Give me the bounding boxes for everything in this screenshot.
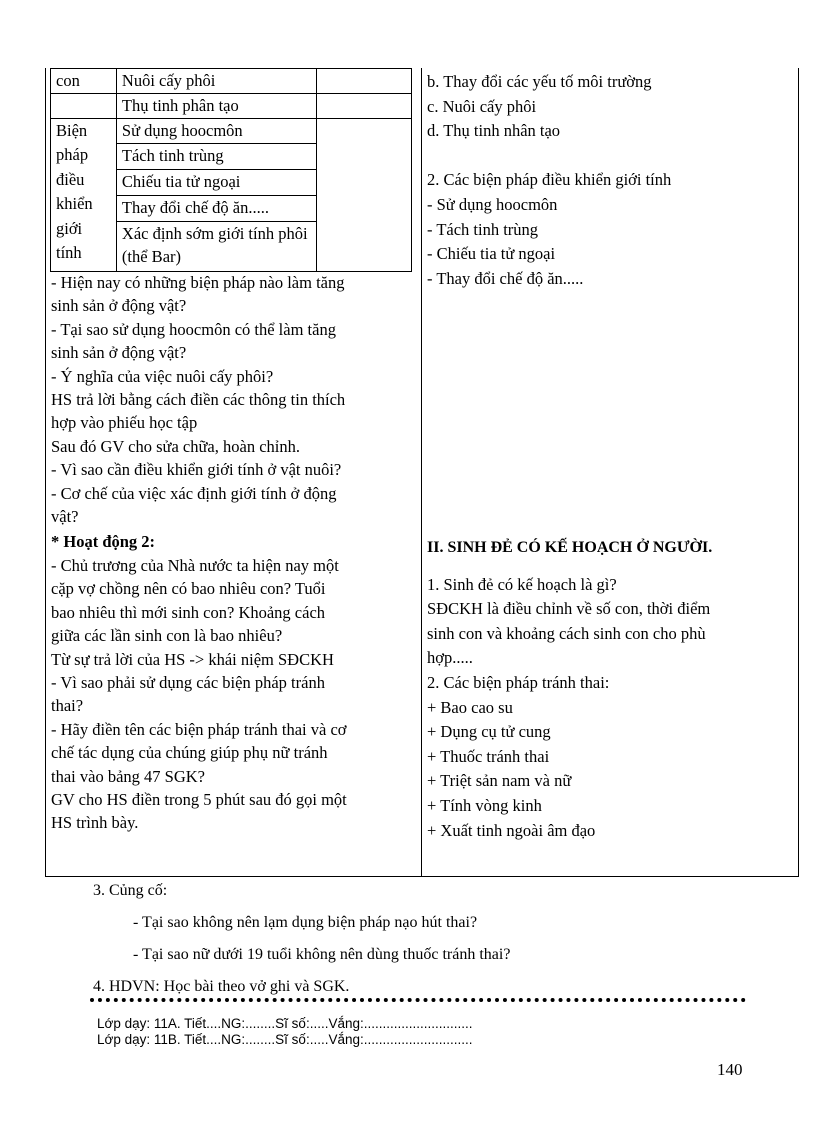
subheading: 1. Sinh đẻ có kế hoạch là gì?	[427, 574, 617, 594]
text-line: - Hãy điền tên các biện pháp tránh thai và cơ	[51, 719, 347, 739]
text-line: cặp vợ chồng nên có bao nhiêu con? Tuổi	[51, 579, 326, 599]
text-line: hợp vào phiếu học tập	[51, 413, 198, 433]
text-line: vật?	[51, 507, 79, 527]
table-cell: Sử dụng hoocmôn	[116, 118, 316, 144]
table-cell	[316, 118, 411, 271]
list-item: + Xuất tinh ngoài âm đạo	[427, 820, 596, 840]
list-item: + Triệt sản nam và nữ	[427, 771, 572, 791]
list-item: + Tính vòng kinh	[427, 795, 542, 815]
text-line: 2. Các biện pháp điều khiển giới tính	[427, 170, 672, 190]
group-label-cell	[51, 118, 117, 271]
left-column-text	[51, 271, 415, 835]
text-line: - Vì sao phải sử dụng các biện pháp tránh	[51, 672, 325, 692]
table-cell: Chiếu tia tử ngoại	[116, 170, 316, 196]
table-cell	[51, 93, 117, 118]
text-line: Từ sự trả lời của HS -> khái niệm SĐCKH	[51, 649, 334, 669]
table-row	[51, 69, 412, 94]
text-line: SĐCKH là điều chỉnh về số con, thời điểm	[427, 599, 711, 619]
text-line: - Thay đổi chế độ ăn.....	[427, 268, 584, 288]
text-line: c. Nuôi cấy phôi	[427, 96, 537, 116]
table-cell: Tách tinh trùng	[116, 144, 316, 170]
class-log-line: Lớp dạy: 11A. Tiết....NG:........Sĩ số:.....Vắng:.............................	[97, 1016, 473, 1031]
section-heading: II. SINH ĐẺ CÓ KẾ HOẠCH Ở NGƯỜI.	[427, 539, 713, 556]
text-line: - Sử dụng hoocmôn	[427, 194, 558, 214]
column-divider	[421, 68, 422, 876]
family-planning-section	[427, 536, 791, 843]
text-line: chế tác dụng của chúng giúp phụ nữ tránh	[51, 743, 328, 763]
text-line: sinh con và khoảng cách sinh con cho phù	[427, 623, 706, 643]
text-line: - Ý nghĩa của việc nuôi cấy phôi?	[51, 366, 274, 386]
table-cell: Thụ tinh phân tạo	[116, 93, 316, 118]
text-line: hợp.....	[427, 648, 473, 668]
text-line: - Chủ trương của Nhà nước ta hiện nay một	[51, 555, 339, 575]
page-number: 140	[717, 1060, 743, 1078]
text-line: bao nhiêu thì mới sinh con? Khoảng cách	[51, 602, 326, 622]
list-item: + Bao cao su	[427, 697, 513, 717]
group-label-line: giới	[56, 218, 83, 238]
text-line	[427, 144, 791, 169]
right-column-text	[427, 70, 791, 291]
table-cell: Xác định sớm giới tính phôi (thể Bar)	[116, 221, 316, 272]
table-cell: Thay đổi chế độ ăn.....	[116, 195, 316, 221]
table-cell	[316, 69, 411, 94]
table-row	[51, 93, 412, 118]
group-label-line: tính	[56, 243, 82, 263]
table-row	[51, 118, 412, 144]
list-item: + Thuốc tránh thai	[427, 746, 550, 766]
text-line: Sau đó GV cho sửa chữa, hoàn chỉnh.	[51, 436, 300, 456]
text-line: HS trả lời bằng cách điền các thông tin thích	[51, 390, 346, 410]
review-question: - Tại sao nữ dưới 19 tuổi không nên dùng thuốc tránh thai?	[133, 946, 511, 963]
class-log-line: Lớp dạy: 11B. Tiết....NG:........Sĩ số:.....Vắng:.............................	[97, 1032, 473, 1047]
text-line: HS trình bày.	[51, 813, 139, 833]
text-line: giữa các lần sinh con là bao nhiêu?	[51, 626, 283, 646]
group-label-line: điều	[56, 169, 85, 189]
text-line: - Chiếu tia tử ngoại	[427, 244, 556, 264]
text-line: - Vì sao cần điều khiển giới tính ở vật nuôi?	[51, 460, 342, 480]
review-question: - Tại sao không nên lạm dụng biện pháp nạo hút thai?	[133, 914, 478, 931]
text-line: - Tách tinh trùng	[427, 219, 539, 239]
text-line: - Cơ chế của việc xác định giới tính ở động	[51, 483, 337, 503]
group-label-line: pháp	[56, 145, 89, 165]
method-table	[50, 68, 412, 272]
text-line: thai?	[51, 696, 84, 716]
text-line: b. Thay đổi các yếu tố môi trường	[427, 72, 652, 91]
list-item: + Dụng cụ tử cung	[427, 722, 551, 742]
text-line: sinh sản ở động vật?	[51, 296, 187, 316]
activity-heading: * Hoạt động 2:	[51, 532, 156, 552]
subheading: 2. Các biện pháp tránh thai:	[427, 672, 610, 692]
homework-instruction: 4. HDVN: Học bài theo vở ghi và SGK.	[93, 978, 350, 995]
text-line: GV cho HS điền trong 5 phút sau đó gọi một	[51, 789, 347, 809]
table-cell: con	[51, 69, 117, 94]
text-line: d. Thụ tinh nhân tạo	[427, 121, 561, 141]
table-cell: Nuôi cấy phôi	[116, 69, 316, 94]
text-line: - Tại sao sử dụng hoocmôn có thể làm tăng	[51, 319, 336, 339]
table-cell	[316, 93, 411, 118]
text-line: sinh sản ở động vật?	[51, 343, 187, 363]
group-label-line: Biện	[56, 120, 88, 140]
text-line: thai vào bảng 47 SGK?	[51, 766, 205, 786]
dotted-separator	[90, 998, 746, 1002]
group-label-line: khiển	[56, 194, 93, 214]
consolidation-heading: 3. Củng cố:	[93, 882, 168, 899]
text-line: - Hiện nay có những biện pháp nào làm tăng	[51, 273, 345, 292]
